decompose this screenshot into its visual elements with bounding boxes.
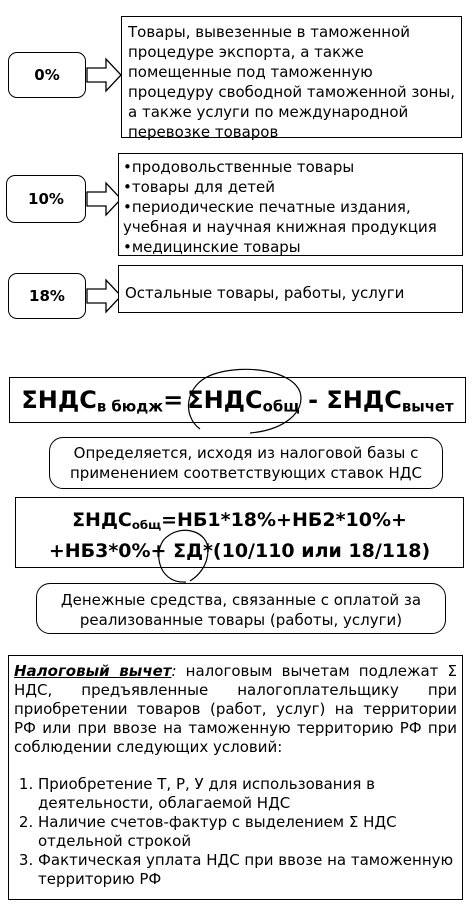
rate-badge-18	[8, 273, 86, 319]
deduction-intro-text: налоговым вычетам подлежат Σ НДС, предъявленные налогоплательщику при приобретении товаров (работ, услуг) на территории РФ или при ввозе на таможенную территорию РФ при соблюдении следующих условий:	[14, 662, 457, 756]
arrow-right-icon	[86, 181, 122, 217]
deduction-colon: :	[171, 662, 177, 680]
list-item: • медицинские товары	[123, 237, 458, 257]
list-item: • товары для детей	[123, 177, 458, 197]
list-item: 2. Наличие счетов-фактур с выделением Σ НДС отдельной строкой	[38, 813, 457, 851]
list-item: 3. Фактическая уплата НДС при ввозе на таможенную территорию РФ	[38, 851, 457, 889]
arrow-right-icon	[86, 278, 122, 314]
list-item: 1. Приобретение Т, Р, У для использования в деятельности, облагаемой НДС	[38, 775, 457, 813]
deduction-intro	[14, 662, 457, 757]
deduction-title: Налоговый вычет	[14, 662, 172, 680]
tax-deduction-block	[8, 655, 463, 900]
callout-text: Определяется, исходя из налоговой базы с применением соответствующих ставок НДС	[69, 444, 423, 482]
callout-payments	[36, 583, 446, 634]
rate-description-10	[118, 153, 463, 256]
list-item: • продовольственные товары	[123, 157, 458, 177]
highlight-ellipse	[152, 526, 212, 590]
description-text: Остальные товары, работы, услуги	[125, 284, 405, 302]
rate-description-18	[118, 265, 463, 313]
description-text: Товары, вывезенные в таможенной процедуре экспорта, а также помещенные под таможенную процедуру свободной таможенной зоны, а также услуги по международной перевозке товаров	[128, 23, 455, 141]
formula-line-1: $\Sigma НДС_{общ}=НБ1*18\%+НБ2*10\%+$	[72, 509, 407, 532]
formula-line-2: +НБ3*0%+ ΣД*(10/110 или 18/118)	[48, 539, 431, 562]
rate-label: 10%	[28, 190, 64, 208]
conditions-list	[14, 775, 457, 889]
list-item: • периодические печатные издания, учебная и научная книжная продукция	[123, 197, 458, 237]
rate-badge-10	[6, 175, 86, 223]
minus-sign: -	[299, 386, 327, 414]
rate-label: 18%	[29, 287, 65, 305]
rate-label: 0%	[34, 66, 60, 84]
vat-total-term: $\Sigma НДС_{общ}$	[187, 386, 300, 416]
goods-list	[123, 157, 458, 257]
rate-description-0	[121, 16, 462, 141]
callout-tax-base	[49, 437, 443, 489]
callout-text: Денежные средства, связанные с оплатой за реализованные товары (работы, услуги)	[60, 591, 422, 629]
vat-total-formula	[15, 497, 464, 568]
equals-sign: =	[163, 386, 184, 414]
arrow-right-icon	[86, 57, 122, 93]
rate-badge-0	[8, 52, 86, 98]
vat-deduction-term: $\Sigma НДС_{вычет}$	[326, 386, 454, 416]
highlight-ellipse	[180, 366, 306, 440]
vat-budget-term: $\Sigma НДС_{в бюдж}$	[21, 386, 164, 416]
